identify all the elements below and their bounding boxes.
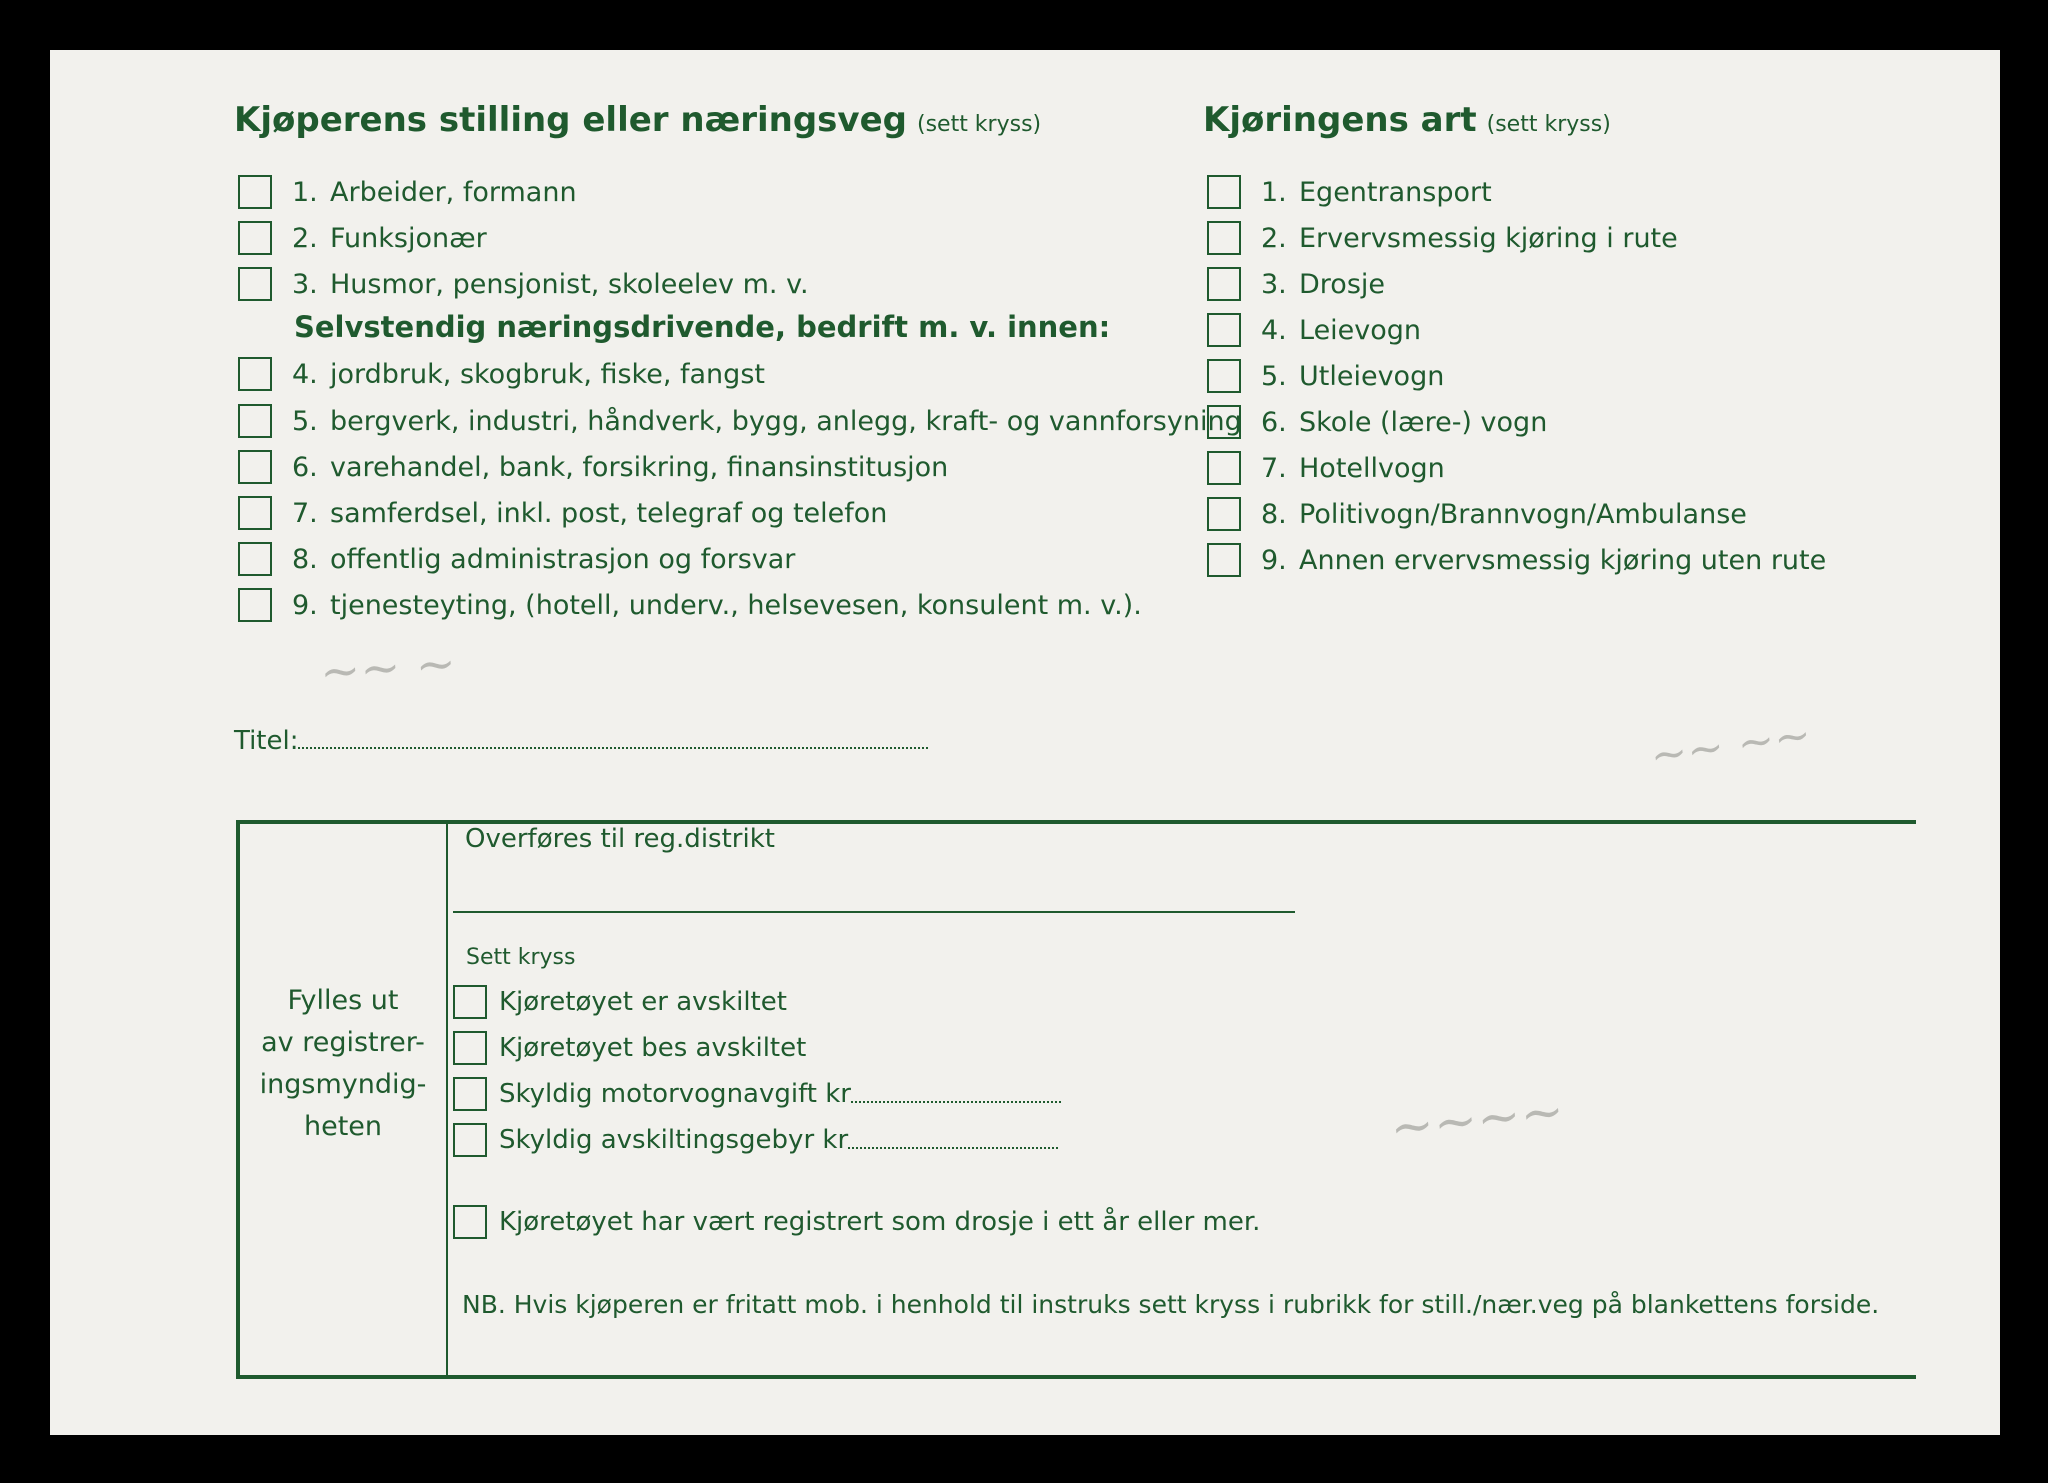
option-label: tjenesteyting, (hotell, underv., helsevesen, konsulent m. v.). [330, 589, 1142, 621]
option-number: 6. [292, 451, 318, 483]
checkbox[interactable] [453, 1031, 487, 1065]
option-label: Husmor, pensjonist, skoleelev m. v. [330, 268, 809, 300]
option-number: 7. [292, 497, 318, 529]
amount-dotted-line[interactable] [848, 1131, 1058, 1149]
left-option-4[interactable] [238, 356, 765, 392]
check-label: Skyldig motorvognavgift kr [499, 1079, 851, 1109]
bleed-through-scribble: ~~ ~~ [1647, 709, 1815, 782]
check-bes-avskiltet[interactable] [453, 1030, 806, 1066]
right-option-1[interactable] [1207, 174, 1492, 210]
left-option-7[interactable] [238, 495, 887, 531]
titel-dotted-line [298, 729, 928, 749]
option-label: offentlig administrasjon og forsvar [330, 543, 796, 575]
right-option-9[interactable] [1207, 542, 1826, 578]
check-motorvognavgift[interactable] [453, 1076, 1061, 1112]
checkbox[interactable] [238, 542, 272, 576]
option-number: 6. [1261, 406, 1287, 438]
option-number: 2. [292, 222, 318, 254]
transfer-input-line[interactable] [453, 911, 1295, 913]
right-option-8[interactable] [1207, 496, 1747, 532]
checkbox[interactable] [1207, 543, 1241, 577]
checkbox[interactable] [238, 221, 272, 255]
option-number: 8. [292, 543, 318, 575]
left-heading-text: Kjøperens stilling eller næringsveg [234, 100, 907, 140]
check-avskiltingsgebyr[interactable] [453, 1122, 1058, 1158]
checkbox[interactable] [453, 1205, 487, 1239]
titel-label: Titel: [234, 726, 299, 756]
transfer-label: Overføres til reg.distrikt [465, 824, 775, 854]
option-number: 4. [1261, 314, 1287, 346]
checkbox[interactable] [238, 450, 272, 484]
right-option-7[interactable] [1207, 450, 1445, 486]
amount-dotted-line[interactable] [851, 1085, 1061, 1103]
left-heading-note: (sett kryss) [916, 112, 1042, 137]
checkbox[interactable] [1207, 313, 1241, 347]
left-option-5[interactable] [238, 403, 1242, 439]
bleed-through-scribble: ~~ ~ [318, 635, 458, 701]
right-option-4[interactable] [1207, 312, 1421, 348]
option-number: 3. [292, 268, 318, 300]
checkbox[interactable] [238, 588, 272, 622]
option-label: varehandel, bank, forsikring, finansinstitusjon [330, 451, 949, 483]
checkbox[interactable] [453, 985, 487, 1019]
option-label: jordbruk, skogbruk, fiske, fangst [330, 358, 765, 390]
nb-note: NB. Hvis kjøperen er fritatt mob. i henhold til instruks sett kryss i rubrikk for still./nær.veg på blankettens forside. [462, 1290, 1880, 1319]
right-heading-note: (sett kryss) [1486, 112, 1611, 137]
checkbox[interactable] [1207, 497, 1241, 531]
checkbox[interactable] [453, 1077, 487, 1111]
option-label: bergverk, industri, håndverk, bygg, anlegg, kraft- og vannforsyning [330, 405, 1242, 437]
bleed-through-scribble: ~~~~ [1387, 1081, 1567, 1159]
left-heading [234, 100, 1041, 140]
box-divider [446, 822, 448, 1377]
checkbox[interactable] [238, 267, 272, 301]
left-option-2[interactable] [238, 220, 487, 256]
titel-field[interactable] [234, 726, 928, 756]
checkbox[interactable] [1207, 175, 1241, 209]
left-option-3[interactable] [238, 266, 809, 302]
box-bottom-rule [236, 1375, 1916, 1379]
option-label: Skole (lære-) vogn [1299, 406, 1548, 438]
option-label: Utleievogn [1299, 360, 1445, 392]
box-left-rule [236, 820, 240, 1379]
check-label: Kjøretøyet er avskiltet [499, 987, 787, 1017]
side-line: Fylles ut [287, 985, 399, 1016]
check-label: Kjøretøyet bes avskiltet [499, 1033, 807, 1063]
checkbox[interactable] [238, 496, 272, 530]
option-number: 1. [292, 176, 318, 208]
checkbox[interactable] [238, 175, 272, 209]
right-option-2[interactable] [1207, 220, 1678, 256]
checkbox[interactable] [238, 404, 272, 438]
right-option-5[interactable] [1207, 358, 1444, 394]
option-label: Annen ervervsmessig kjøring uten rute [1299, 544, 1827, 576]
right-heading-text: Kjøringens art [1203, 100, 1477, 140]
sett-kryss-label: Sett kryss [466, 945, 576, 970]
checkbox[interactable] [1207, 221, 1241, 255]
option-label: Funksjonær [330, 222, 487, 254]
check-label: Kjøretøyet har vært registrert som drosje i ett år eller mer. [499, 1207, 1261, 1237]
option-number: 9. [292, 589, 318, 621]
option-number: 1. [1261, 176, 1287, 208]
option-number: 5. [1261, 360, 1287, 392]
left-option-9[interactable] [238, 587, 1142, 623]
right-option-3[interactable] [1207, 266, 1385, 302]
checkbox[interactable] [1207, 359, 1241, 393]
check-label: Skyldig avskiltingsgebyr kr [499, 1125, 849, 1155]
left-option-1[interactable] [238, 174, 577, 210]
check-drosje-ett-aar[interactable] [453, 1204, 1260, 1240]
option-number: 2. [1261, 222, 1287, 254]
checkbox[interactable] [1207, 451, 1241, 485]
checkbox[interactable] [238, 357, 272, 391]
authority-side-label [243, 980, 443, 1148]
checkbox[interactable] [1207, 405, 1241, 439]
option-label: Arbeider, formann [330, 176, 577, 208]
option-number: 3. [1261, 268, 1287, 300]
left-option-6[interactable] [238, 449, 948, 485]
option-label: Leievogn [1299, 314, 1422, 346]
option-label: Drosje [1299, 268, 1385, 300]
option-number: 7. [1261, 452, 1287, 484]
check-avskiltet[interactable] [453, 984, 787, 1020]
side-line: av registrer- [261, 1027, 425, 1058]
left-option-8[interactable] [238, 541, 795, 577]
option-label: Ervervsmessig kjøring i rute [1299, 222, 1678, 254]
side-line: heten [303, 1111, 383, 1142]
checkbox[interactable] [453, 1123, 487, 1157]
option-label: samferdsel, inkl. post, telegraf og telefon [330, 497, 888, 529]
right-option-6[interactable] [1207, 404, 1547, 440]
option-label: Egentransport [1299, 176, 1492, 208]
self-employed-subheading: Selvstendig næringsdrivende, bedrift m. v. innen: [294, 310, 1111, 344]
option-number: 4. [292, 358, 318, 390]
side-line: ingsmyndig- [259, 1069, 427, 1100]
option-number: 8. [1261, 498, 1287, 530]
option-number: 9. [1261, 544, 1287, 576]
checkbox[interactable] [1207, 267, 1241, 301]
option-label: Hotellvogn [1299, 452, 1445, 484]
option-number: 5. [292, 405, 318, 437]
option-label: Politivogn/Brannvogn/Ambulanse [1299, 498, 1747, 530]
right-heading [1203, 100, 1611, 140]
